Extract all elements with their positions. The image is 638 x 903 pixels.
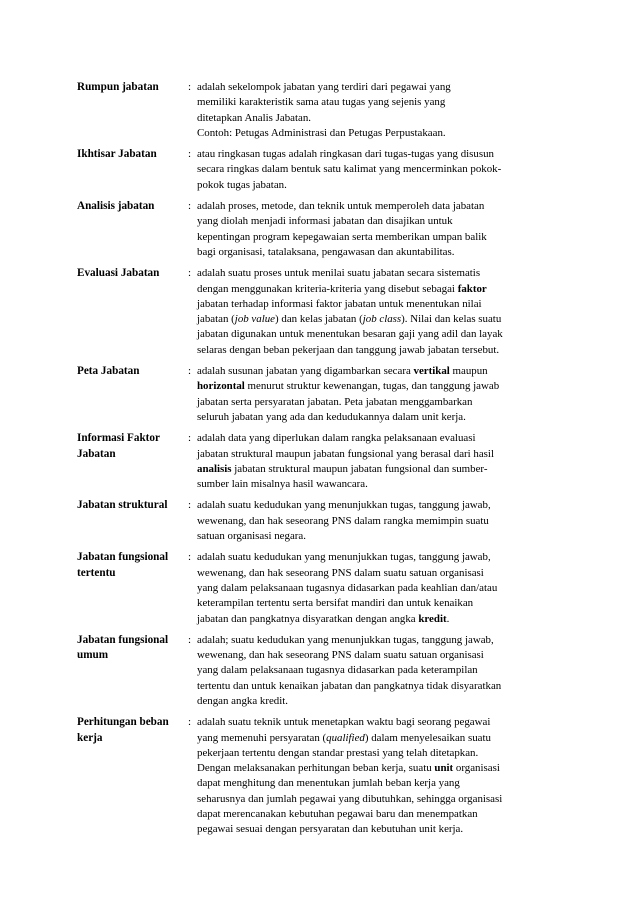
entry-definition [197, 431, 567, 492]
glossary-entry [77, 431, 567, 492]
definition-text: wewenang, dan hak seseorang PNS dalam suatu satuan organisasi [197, 566, 484, 579]
definition-line [197, 761, 567, 776]
entry-separator: : [188, 716, 192, 729]
definition-text: adalah sekelompok jabatan yang terdiri dari pegawai yang [197, 81, 451, 93]
definition-text: sumber lain misalnya hasil wawancara. [197, 478, 368, 491]
definition-line [197, 327, 567, 342]
definition-text: selaras dengan beban pekerjaan dan tanggung jawab jabatan tersebut. [197, 343, 500, 356]
definition-text: seharusnya dan jumlah pegawai yang dibutuhkan, sehingga organisasi [197, 792, 503, 805]
bold-term: faktor [457, 282, 487, 295]
definition-line [197, 477, 567, 492]
definition-line [197, 282, 567, 297]
glossary-entry [77, 147, 567, 193]
definition-text: keterampilan tertentu serta bersifat mandiri dan untuk kenaikan [197, 597, 474, 610]
definition-text: pegawai sesuai dengan persyaratan dan kebutuhan unit kerja. [197, 823, 464, 836]
definition-text: ) dan kelas jabatan ( [275, 313, 363, 326]
definition-text: dengan angka kredit. [197, 694, 289, 707]
definition-text: dapat merencanakan kebutuhan pegawai baru dan menempatkan [197, 808, 478, 821]
definition-text: atau ringkasan tugas adalah ringkasan dari tugas-tugas yang disusun [197, 148, 494, 161]
definition-text: wewenang, dan hak seseorang PNS dalam suatu satuan organisasi [197, 649, 484, 662]
definition-text: Contoh: Petugas Administrasi dan Petugas Perpustakaan. [197, 126, 446, 139]
definition-text: maupun [449, 365, 488, 378]
definition-text: organisasi [453, 762, 500, 775]
definition-line [197, 111, 567, 126]
entry-term: Jabatan fungsional umum [77, 633, 169, 662]
entry-separator: : [188, 551, 192, 564]
bold-term: unit [434, 762, 454, 775]
definition-line [197, 266, 567, 281]
definition-text: tertentu dan untuk kenaikan jabatan dan pangkatnya tidak disyaratkan [197, 679, 502, 692]
definition-text: adalah suatu proses untuk menilai suatu jabatan secara sistematis [197, 267, 481, 280]
definition-line [197, 679, 567, 694]
entry-definition [197, 199, 567, 260]
glossary-entry [77, 633, 567, 709]
definition-text: menurut struktur kewenangan, tugas, dan tanggung jawab [244, 380, 500, 393]
glossary-entry [77, 199, 567, 260]
bold-term: horizontal [197, 380, 245, 393]
italic-term: job value [234, 313, 276, 326]
entry-term: Rumpun jabatan [77, 81, 159, 93]
definition-text: yang dalam pelaksanaan tugasnya didasarkan pada keahlian dan/atau [197, 581, 498, 594]
definition-line [197, 147, 567, 162]
definition-text: adalah suatu teknik untuk menetapkan waktu bagi seorang pegawai [197, 716, 491, 729]
definition-text: pokok tugas jabatan. [197, 178, 287, 191]
definition-line [197, 731, 567, 746]
definition-line [197, 581, 567, 596]
entry-separator: : [188, 365, 192, 378]
definition-line [197, 447, 567, 462]
definition-text: seluruh jabatan yang ada dan kedudukannya dalam unit kerja. [197, 410, 466, 423]
definition-line [197, 410, 567, 425]
bold-term: vertikal [413, 365, 450, 378]
definition-text: dapat menghitung dan menentukan jumlah beban kerja yang [197, 777, 460, 790]
definition-line [197, 550, 567, 565]
entry-term: Jabatan struktural [77, 499, 168, 512]
definition-line [197, 792, 567, 807]
entry-definition [197, 147, 567, 193]
definition-line [197, 529, 567, 544]
entry-definition [197, 550, 567, 626]
definition-line [197, 566, 567, 581]
definition-line [197, 162, 567, 177]
definition-text: jabatan ( [197, 313, 235, 326]
definition-line [197, 612, 567, 627]
definition-text: ). Nilai dan kelas suatu [401, 313, 502, 326]
definition-line [197, 498, 567, 513]
definition-line [197, 230, 567, 245]
definition-text: wewenang, dan hak seseorang PNS dalam rangka memimpin suatu [197, 514, 489, 527]
glossary-document [77, 80, 567, 844]
entry-separator: : [188, 148, 192, 161]
entry-term: Analisis jabatan [77, 200, 155, 213]
entry-term: Jabatan fungsional tertentu [77, 551, 169, 579]
definition-line [197, 126, 567, 141]
definition-line [197, 694, 567, 709]
definition-text: jabatan struktural maupun jabatan fungsional dan sumber- [231, 462, 488, 475]
entry-term: Peta Jabatan [77, 365, 140, 378]
definition-text: . [446, 612, 450, 625]
definition-text: jabatan dan pangkatnya disyaratkan dengan angka [197, 612, 419, 625]
definition-line [197, 312, 567, 327]
definition-line [197, 95, 567, 110]
definition-text: yang diolah menjadi informasi jabatan dan disajikan untuk [197, 215, 453, 228]
definition-line [197, 746, 567, 761]
entry-definition [197, 715, 567, 837]
bold-term: analisis [197, 462, 232, 475]
entry-definition [197, 498, 567, 544]
definition-text: memiliki karakteristik sama atau tugas yang sejenis yang [197, 96, 446, 109]
definition-text: secara ringkas dalam bentuk satu kalimat yang mencerminkan pokok- [197, 163, 502, 176]
entry-separator: : [188, 81, 192, 93]
definition-line [197, 80, 567, 95]
glossary-entry [77, 498, 567, 544]
entry-definition [197, 364, 567, 425]
definition-text: adalah susunan jabatan yang digambarkan secara [197, 365, 414, 378]
entry-definition [197, 633, 567, 709]
definition-line [197, 214, 567, 229]
italic-term: qualified [326, 731, 365, 744]
definition-text: jabatan struktural maupun jabatan fungsional yang berasal dari hasil [197, 447, 494, 460]
definition-line [197, 648, 567, 663]
definition-line [197, 715, 567, 730]
italic-term: job class [362, 313, 402, 326]
glossary-entry [77, 550, 567, 626]
definition-text: adalah proses, metode, dan teknik untuk memperoleh data jabatan [197, 200, 485, 213]
glossary-entry [77, 715, 567, 837]
definition-text: Dengan melaksanakan perhitungan beban kerja, suatu [197, 762, 435, 775]
entry-separator: : [188, 200, 192, 213]
glossary-entry [77, 266, 567, 358]
definition-line [197, 776, 567, 791]
definition-text: pekerjaan tertentu dengan standar prestasi yang telah ditetapkan. [197, 746, 479, 759]
definition-line [197, 199, 567, 214]
definition-text: ditetapkan Analis Jabatan. [197, 111, 312, 124]
definition-text: dengan menggunakan kriteria-kriteria yang disebut sebagai [197, 282, 458, 295]
entry-separator: : [188, 633, 192, 646]
definition-text: bagi organisasi, tatalaksana, pengawasan dan akuntabilitas. [197, 245, 455, 258]
definition-line [197, 379, 567, 394]
definition-line [197, 343, 567, 358]
definition-text: adalah suatu kedudukan yang menunjukkan tugas, tanggung jawab, [197, 551, 491, 564]
definition-line [197, 395, 567, 410]
entry-definition [197, 266, 567, 358]
definition-text: kepentingan program kepegawaian serta memberikan umpan balik [197, 230, 487, 243]
definition-text: yang memenuhi persyaratan ( [197, 731, 327, 744]
entry-term: Ikhtisar Jabatan [77, 148, 157, 161]
definition-line [197, 663, 567, 678]
definition-text: yang dalam pelaksanaan tugasnya didasarkan pada keterampilan [197, 664, 478, 677]
entry-definition [197, 80, 567, 141]
definition-text: jabatan terhadap informasi faktor jabatan untuk menentukan nilai [197, 297, 482, 310]
definition-text: adalah suatu kedudukan yang menunjukkan tugas, tanggung jawab, [197, 499, 491, 512]
definition-line [197, 462, 567, 477]
glossary-entry [77, 364, 567, 425]
entry-separator: : [188, 267, 192, 280]
definition-text: satuan organisasi negara. [197, 530, 306, 543]
bold-term: kredit [418, 612, 447, 625]
definition-text: jabatan serta persyaratan jabatan. Peta jabatan menggambarkan [197, 395, 473, 408]
definition-line [197, 807, 567, 822]
definition-line [197, 178, 567, 193]
definition-line [197, 596, 567, 611]
glossary-entry [77, 80, 567, 141]
entry-separator: : [188, 432, 192, 445]
definition-line [197, 245, 567, 260]
definition-text: ) dalam menyelesaikan suatu [364, 731, 491, 744]
entry-term: Perhitungan beban kerja [77, 716, 169, 744]
definition-text: jabatan digunakan untuk menentukan besaran gaji yang adil dan layak [197, 328, 503, 341]
entry-separator: : [188, 499, 192, 512]
definition-line [197, 514, 567, 529]
definition-text: adalah; suatu kedudukan yang menunjukkan tugas, tanggung jawab, [197, 633, 494, 646]
definition-line [197, 364, 567, 379]
definition-line [197, 431, 567, 446]
definition-line [197, 633, 567, 648]
definition-line [197, 822, 567, 837]
definition-text: adalah data yang diperlukan dalam rangka pelaksanaan evaluasi [197, 432, 476, 445]
entry-term: Evaluasi Jabatan [77, 267, 160, 280]
definition-line [197, 297, 567, 312]
entry-term: Informasi Faktor Jabatan [77, 432, 160, 460]
